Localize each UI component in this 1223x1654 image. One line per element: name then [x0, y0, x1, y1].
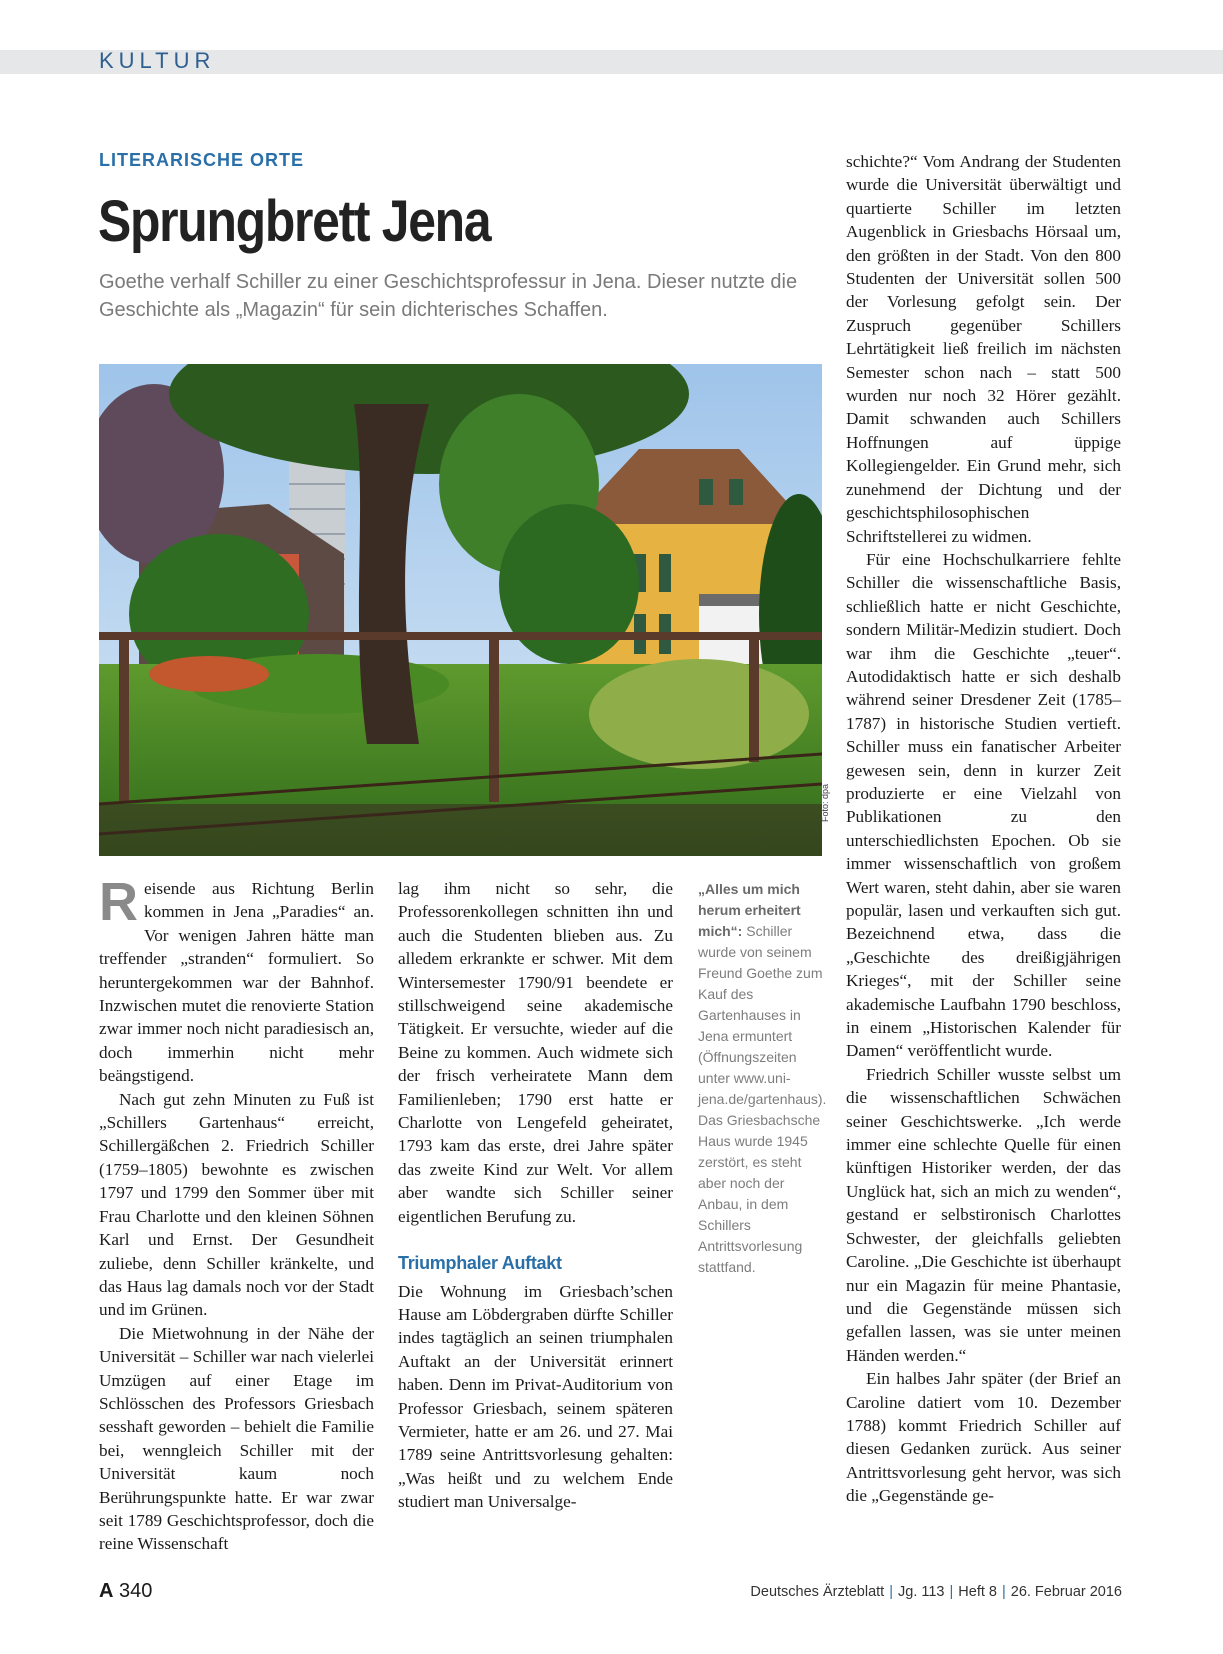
- photo-credit: Foto: dpa: [820, 783, 830, 822]
- article-photo: [99, 364, 822, 856]
- journal-footer: [750, 1584, 1122, 1600]
- separator: |: [949, 1584, 954, 1600]
- separator: |: [889, 1584, 893, 1600]
- paragraph: Nach gut zehn Minuten zu Fuß ist „Schillers Gartenhaus“ erreicht, Schillergäßchen 2. Friedrich Schiller (1759–1805) bewohnte es zwischen 1797 und 1799 den Sommer über mit Frau Charlotte und den kleinen Söhnen Karl und Ernst. Der Gesundheit zuliebe, denn Schiller kränkelte, und das Haus lag damals noch vor der Stadt und im Grünen.: [99, 1089, 374, 1320]
- paragraph: schichte?“ Vom Andrang der Studenten wurde die Universität überwältigt und quartierte Schiller im letzten Augenblick in Griesbachs Hörsaal um, den größten in der Stadt. Von den 800 Studenten der Universität sollen 500 der Vorlesung gefolgt sein. Der Zuspruch gegenüber Schillers Lehrtätigkeit ließ freilich im nächsten Semester schon nach – statt 500 wurden nur noch 32 Hörer gezählt. Damit schwanden auch Schillers Hoffnungen auf üppige Kollegiengelder. Ein Grund mehr, sich zunehmend der Dichtung und der geschichtsphilosophischen Schriftstellerei zu widmen.: [846, 152, 1121, 546]
- paragraph: Die Mietwohnung in der Nähe der Universität – Schiller war nach vielerlei Umzügen auf einer Etage im Schlösschen des Professors Griesbach sesshaft geworden – behielt die Familie bei, wenngleich Schiller mit der Universität kaum noch Berührungspunkte hatte. Er war zwar seit 1789 Geschichtsprofessor, doch die reine Wissenschaft: [99, 1323, 374, 1554]
- journal-date: 26. Februar 2016: [1010, 1584, 1122, 1600]
- article-deck: Goethe verhalf Schiller zu einer Geschichtsprofessur in Jena. Dieser nutzte die Geschichte als „Magazin“ für sein dichterisches Schaffen.: [99, 271, 798, 321]
- journal-name: Deutsches Ärzteblatt: [750, 1584, 885, 1600]
- caption-lead: „Alles um mich herum erheitert mich“:: [698, 881, 801, 939]
- journal-volume: Jg. 113: [898, 1584, 945, 1600]
- journal-issue: Heft 8: [958, 1584, 997, 1600]
- text-column-3: [846, 150, 1121, 1508]
- drop-cap: R: [99, 872, 138, 932]
- subheading: Triumphaler Auftakt: [398, 1253, 562, 1274]
- photo-caption: [698, 879, 828, 1278]
- text-column-2: [398, 877, 673, 1514]
- text-column-1: [99, 872, 374, 1556]
- article-title: Sprungbrett Jena: [98, 189, 491, 254]
- separator: |: [1001, 1584, 1006, 1600]
- paragraph: Für eine Hochschulkarriere fehlte Schiller die wissenschaftliche Basis, schließlich hatte er nicht Geschichte, sondern Militär-Medizin studiert. Doch war ihm die Geschichte „teuer“. Autodidaktisch hatte er sich deshalb während seiner Dresdener Zeit (1785–1787) in historische Studien vertieft. Schiller muss ein fanatischer Arbeiter gewesen sein, denn in kurzer Zeit produzierte er eine Vielzahl von Publikationen zu den unterschiedlichsten Epochen. Ob sie immer wissenschaftlich von großem Wert waren, steht dahin, aber sie waren populär, lasen und verkauften sich gut. Bezeichnend etwa, dass die „Geschichte des dreißigjährigen Krieges“, mit der Schiller seine akademische Laufbahn 1790 beschloss, in einem „Historischen Kalender für Damen“ veröffentlicht wurde.: [846, 549, 1121, 1061]
- paragraph: Ein halbes Jahr später (der Brief an Caroline datiert vom 10. Dezember 1788) kommt Friedrich Schiller auf diesen Gedanken zurück. Aus seiner Antrittsvorlesung geht hervor, was sich die „Gegenstände ge-: [846, 1369, 1121, 1506]
- paragraph: Friedrich Schiller wusste selbst um die wissenschaftlichen Schwächen seiner Geschichtswerke. „Ich werde immer eine schlechte Quelle für einen künftigen Historiker werden, der das Unglück hat, sich an mich zu wenden“, gestand er selbstironisch Charlottes Schwester, der gleichfalls geliebten Caroline. „Die Geschichte ist überhaupt nur ein Magazin für meine Phantasie, und die Gegenstände müssen sich gefallen lassen, was sie unter meinen Händen werden.“: [846, 1064, 1121, 1365]
- paragraph: Die Wohnung im Griesbach’schen Hause am Löbdergraben dürfte Schiller indes tagtäglich an seinen triumphalen Auftakt an der Universität erinnert haben. Denn im Privat-Auditorium von Professor Griesbach, seinem späteren Vermieter, hatte er am 26. und 27. Mai 1789 seine Antrittsvorlesung gehalten: „Was heißt und zu welchem Ende studiert man Universalge-: [398, 1281, 673, 1512]
- page-number: A 340: [99, 1580, 153, 1602]
- caption-text: Schiller wurde von seinem Freund Goethe zum Kauf des Gartenhauses in Jena ermuntert (Öffnungszeiten unter www.uni-jena.de/gartenhaus). Das Griesbachsche Haus wurde 1945 zerstört, es steht aber noch der Anbau, in dem Schillers Antrittsvorlesung stattfand.: [698, 923, 827, 1275]
- section-label: KULTUR: [99, 48, 216, 73]
- paragraph: Reisende aus Richtung Berlin kommen in Jena „Paradies“ an. Vor wenigen Jahren hätte man treffender „stranden“ formuliert. So heruntergekommen war der Bahnhof. Inzwischen mutet die renovierte Station zwar immer noch nicht paradiesisch an, doch immerhin nicht mehr beängstigend.: [99, 872, 374, 1086]
- paragraph: lag ihm nicht so sehr, die Professorenkollegen schnitten ihn und auch die Studenten blieben aus. Zu alledem erkrankte er schwer. Mit dem Wintersemester 1790/91 beendete er stillschweigend seine akademische Tätigkeit. Er versuchte, wieder auf die Beine zu kommen. Auch widmete sich der frisch verheiratete Mann dem Familienleben; 1790 erst hatte er Charlotte von Lengefeld geheiratet, 1793 kam das erste, drei Jahre später das zweite Kind zur Welt. Vor allem aber wandte sich Schiller seiner eigentlichen Berufung zu.: [398, 879, 673, 1226]
- article-kicker: LITERARISCHE ORTE: [99, 150, 305, 170]
